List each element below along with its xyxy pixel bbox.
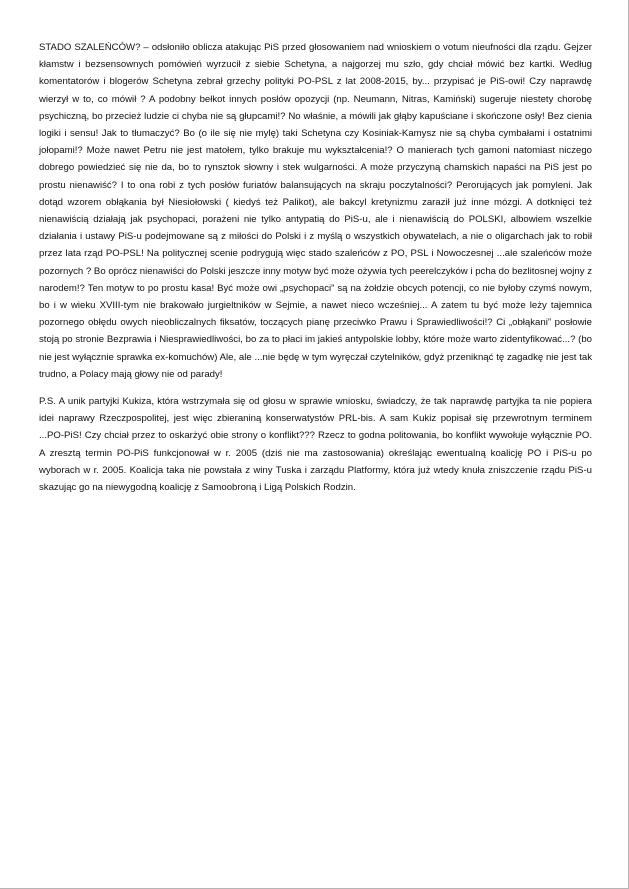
postscript-paragraph: P.S. A unik partyjki Kukiza, która wstrzymała się od głosu w sprawie wniosku, świadczy, że tak naprawdę partyjka ta nie popiera idei naprawy Rzeczpospolitej, jest więc zbieraniną konserwatystów PRL-bis. A sam Kukiz popisał się przewrotnym terminem ...PO-PiS! Czy chciał przez to oskarżyć obie strony o konflikt??? Rzecz to godna politowania, bo konflikt wywołuje wyłącznie PO. A zresztą termin PO-PiS funkcjonował w r. 2005 (dziś nie ma zastosowania) określając ewentualną koalicję PO i PiS-u po wyborach w r. 2005. Koalicja taka nie powstała z winy Tuska i zarządu Platformy, która już wtedy knuła zniszczenie rządu PiS-u skazując go na niewygodną koalicję z Samoobroną i Ligą Polskich Rodzin. (39, 396, 592, 494)
document-body (39, 39, 592, 496)
main-paragraph: STADO SZALEŃCÓW? – odsłoniło oblicza atakując PiS przed głosowaniem nad wnioskiem o votum nieufności dla rządu. Gejzer kłamstw i bezsensownych pomówień wyrzucił z siebie Schetyna, a najgorzej mu szło, gdy chciał mówić bez kartki. Według komentatorów i blogerów Schetyna zebrał grzechy polityki PO-PSL z lat 2008-2015, by... przypisać je PiS-owi! Czy naprawdę wierzył w to, co mówił ? A podobny bełkot innych posłów opozycji (np. Neumann, Nitras, Kamiński) sugeruje niestety chorobę psychiczną, bo przecież ludzie ci chyba nie są głupcami!? No właśnie, a mówili jak głąby kapuściane i skończone osły! Bez cienia logiki i sensu! Jak to tłumaczyć? Bo (o ile się nie mylę) taki Schetyna czy Kosiniak-Kamysz nie są chyba cymbałami i ostatnimi jołopami!? Może nawet Petru nie jest matołem, tylko brakuje mu wykształcenia!? O manierach tych gamoni natomiast niczego dobrego powiedzieć się nie da, bo to rynsztok słowny i stek wulgarności. A może przyczyną chamskich napaści na PiS jest po prostu nienawiść? I to ona robi z tych posłów furiatów balansujących na skraju poczytalności? Perorujących jak pomyleni. Jak dotąd wzorem obłąkania był Niesiołowski ( kiedyś też Palikot), ale bakcyl kretynizmu zaraził już inne mózgi. A dotknięci też nienawiścią działają jak psychopaci, porażeni nie tylko antypatią do PiS-u, ale i nienawiścią do POLSKI, albowiem wszelkie działania i ustawy PiS-u podejmowane są z miłości do Polski i z myślą o wszystkich obywatelach, a nie o oligarchach jak to robił przez lata rząd PO-PSL! Na politycznej scenie podrygują więc stado szaleńców z PO, PSL i Nowoczesnej ...ale szaleńców może pozornych ? Bo oprócz nienawiści do Polski jeszcze inny motyw być może ożywia tych peerelczyków i pcha do bezlitosnej wojny z narodem!? Ten motyw to po prostu kasa! Być może owi „psychopaci” są na żołdzie obcych potencji, co nie byłoby czymś nowym, bo i w wieku XVIII-tym nie brakowało jurgieltników w Sejmie, a nawet nieco wcześniej... A zatem tu być może leży tajemnica pozornego obłędu owych nieobliczalnych fiksatów, toczących pianę przeciwko Prawu i Sprawiedliwości!? Ci „obłąkani” posłowie stoją po stronie Bezprawia i Niesprawiedliwości, bo za to płaci im jakieś antypolskie lobby, które może warto zidentyfikować...? (bo nie jest wyłącznie sprawka ex-komuchów) Ale, ale ...nie będę w tym wyręczał czytelników, gdyż przeniknąć tę zagadkę nie jest tak trudno, a Polacy mają głowy nie od parady! (39, 42, 592, 380)
